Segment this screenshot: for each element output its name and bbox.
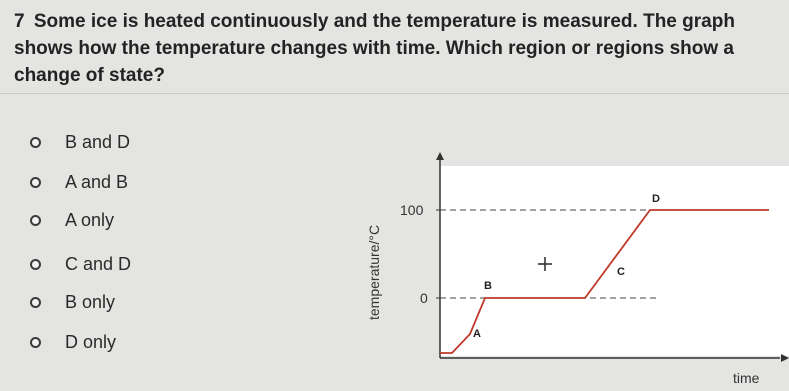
question-number: 7 xyxy=(14,11,25,32)
temperature-time-graph xyxy=(360,148,789,391)
radio-button[interactable] xyxy=(30,137,41,148)
option-b-only[interactable] xyxy=(30,288,270,316)
option-label: A and B xyxy=(65,171,129,192)
region-label-b: B xyxy=(484,280,492,292)
radio-button[interactable] xyxy=(30,337,41,348)
radio-button[interactable] xyxy=(30,215,41,226)
option-label: A only xyxy=(65,209,115,230)
option-a-only[interactable] xyxy=(30,206,270,234)
option-label: C and D xyxy=(65,253,132,274)
region-label-a: A xyxy=(473,328,481,340)
option-b-and-d[interactable] xyxy=(30,128,270,156)
question-body: Some ice is heated continuously and the temperature is measured. The graph shows how the temperature changes with time. Which region or regions show a change of state? xyxy=(14,11,735,86)
option-label: B only xyxy=(65,291,116,312)
y-axis-label: temperature/°C xyxy=(366,224,382,320)
radio-button[interactable] xyxy=(30,259,41,270)
x-axis-label: time xyxy=(733,370,760,386)
region-label-c: C xyxy=(617,266,625,278)
option-a-and-b[interactable] xyxy=(30,168,270,196)
question-text xyxy=(14,8,774,89)
divider xyxy=(0,93,789,94)
y-tick-0: 0 xyxy=(420,290,428,306)
radio-button[interactable] xyxy=(30,297,41,308)
plot-area xyxy=(440,166,789,356)
region-label-d: D xyxy=(652,193,660,205)
radio-button[interactable] xyxy=(30,177,41,188)
y-axis-arrow xyxy=(436,152,444,160)
option-label: B and D xyxy=(65,131,131,152)
graph-svg xyxy=(360,148,789,391)
option-c-and-d[interactable] xyxy=(30,250,270,278)
option-d-only[interactable] xyxy=(30,328,270,356)
option-label: D only xyxy=(65,331,117,352)
y-tick-100: 100 xyxy=(400,202,424,218)
